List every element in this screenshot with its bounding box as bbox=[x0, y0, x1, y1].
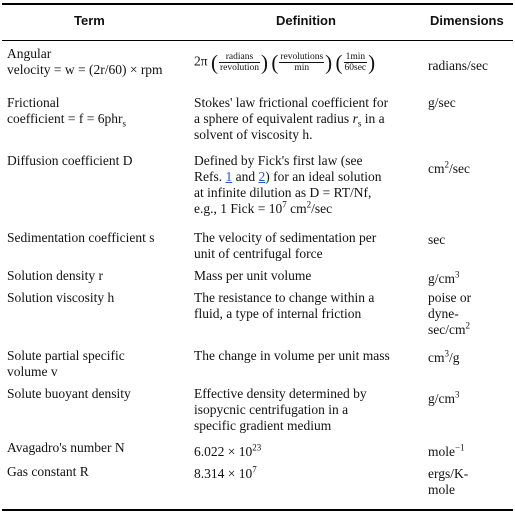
reference-link-2[interactable]: 2 bbox=[258, 169, 266, 184]
definition-buoyant-density bbox=[194, 386, 426, 434]
term-frictional-coefficient bbox=[7, 95, 187, 127]
definition-solution-viscosity bbox=[194, 290, 426, 322]
term-line: coefficient = f = 6phr$_s$ bbox=[7, 111, 126, 129]
definition-sedimentation-coefficient bbox=[194, 230, 426, 262]
dimension-solution-viscosity bbox=[428, 290, 513, 338]
table-top-rule bbox=[2, 3, 513, 5]
term-gas-constant: Gas constant R bbox=[7, 464, 89, 479]
fraction-minutes: $\frac{1\min}{60\sec}$ bbox=[344, 52, 367, 73]
two-pi: 2π bbox=[194, 53, 208, 69]
fraction-radians: $\frac{\text{radians}}{\text{revolution}}$ bbox=[219, 52, 260, 73]
definition-line: unit of centrifugal force bbox=[194, 246, 323, 261]
definition-line: at infinite dilution as D = RT/Nf, bbox=[194, 185, 372, 200]
term-angular-velocity bbox=[7, 46, 187, 78]
term-solution-density: Solution density r bbox=[7, 268, 104, 283]
definition-line: Effective density determined by bbox=[194, 386, 367, 401]
dimension-gas-constant bbox=[428, 466, 513, 498]
definition-gas-constant: $8.314 \times 10^7$ bbox=[194, 464, 257, 481]
definition-line: isopycnic centrifugation in a bbox=[194, 402, 349, 417]
header-definition: Definition bbox=[276, 13, 336, 28]
dimension-line: ergs/K- bbox=[428, 466, 469, 481]
definition-line: specific gradient medium bbox=[194, 418, 332, 433]
dimension-line: $\sec/cm^2$ bbox=[428, 320, 470, 337]
definition-partial-specific-volume: The change in volume per unit mass bbox=[194, 348, 390, 363]
definition-diffusion-coefficient bbox=[194, 153, 426, 217]
fraction-revolutions: $\frac{\text{revolutions}}{\min}$ bbox=[280, 52, 324, 73]
term-diffusion-coefficient: Diffusion coefficient D bbox=[7, 153, 133, 168]
term-line: Solute partial specific bbox=[7, 348, 125, 363]
dimension-solution-density: $g/cm^3$ bbox=[428, 269, 460, 286]
term-line: velocity = w = (2r/60) × rpm bbox=[7, 62, 163, 77]
definition-angular-velocity: 2π ( $\frac{\text{radians}}{\text{revolution}}$ ) ( $\frac{\text{revolutions}}{\min}$ ) ( $\frac{1\min}{60\sec}$ ) bbox=[194, 50, 376, 75]
definition-line: The resistance to change within a bbox=[194, 290, 375, 305]
dimension-line: mole bbox=[428, 482, 455, 497]
table-bottom-rule bbox=[2, 509, 513, 511]
definition-solution-density: Mass per unit volume bbox=[194, 268, 312, 283]
dimension-line: poise or bbox=[428, 290, 472, 305]
header-dimensions: Dimensions bbox=[430, 13, 504, 28]
dimension-sedimentation-coefficient: sec bbox=[428, 232, 446, 247]
header-term: Term bbox=[74, 13, 105, 28]
definition-frictional-coefficient bbox=[194, 95, 426, 143]
definition-line: solvent of viscosity h. bbox=[194, 127, 313, 142]
header-rule bbox=[2, 40, 513, 41]
term-buoyant-density: Solute buoyant density bbox=[7, 386, 131, 401]
dimension-partial-specific-volume: $cm^3/g$ bbox=[428, 348, 460, 365]
term-solution-viscosity: Solution viscosity h bbox=[7, 290, 115, 305]
definition-line: a sphere of equivalent radius $r_s$ in a bbox=[194, 111, 385, 129]
term-partial-specific-volume bbox=[7, 348, 187, 380]
term-line: volume v bbox=[7, 364, 58, 379]
reference-link-1[interactable]: 1 bbox=[225, 169, 233, 184]
definition-line: Refs. 1 and 2) for an ideal solution bbox=[194, 169, 382, 184]
term-line: Angular bbox=[7, 46, 52, 61]
dimension-diffusion-coefficient: $cm^2/\sec$ bbox=[428, 159, 470, 176]
definition-avogadro-number: $6.022 \times 10^{23}$ bbox=[194, 442, 262, 459]
dimension-angular-velocity: radians/sec bbox=[428, 58, 488, 73]
dimension-line: dyne- bbox=[428, 306, 459, 321]
dimension-avogadro-number: mole$^{-1}$ bbox=[428, 442, 465, 459]
definition-line: e.g., 1 Fick = $10^7$ $cm^2/\sec$ bbox=[194, 199, 333, 216]
term-sedimentation-coefficient: Sedimentation coefficient s bbox=[7, 230, 155, 245]
definition-line: fluid, a type of internal friction bbox=[194, 306, 362, 321]
definition-line: Defined by Fick's first law (see bbox=[194, 153, 363, 168]
definition-line: The velocity of sedimentation per bbox=[194, 230, 377, 245]
dimension-buoyant-density: $g/cm^3$ bbox=[428, 389, 460, 406]
term-avogadro-number: Avagadro's number N bbox=[7, 440, 125, 455]
dimension-frictional-coefficient: g/sec bbox=[428, 95, 456, 110]
definition-line: Stokes' law frictional coefficient for bbox=[194, 95, 389, 110]
term-line: Frictional bbox=[7, 95, 60, 110]
